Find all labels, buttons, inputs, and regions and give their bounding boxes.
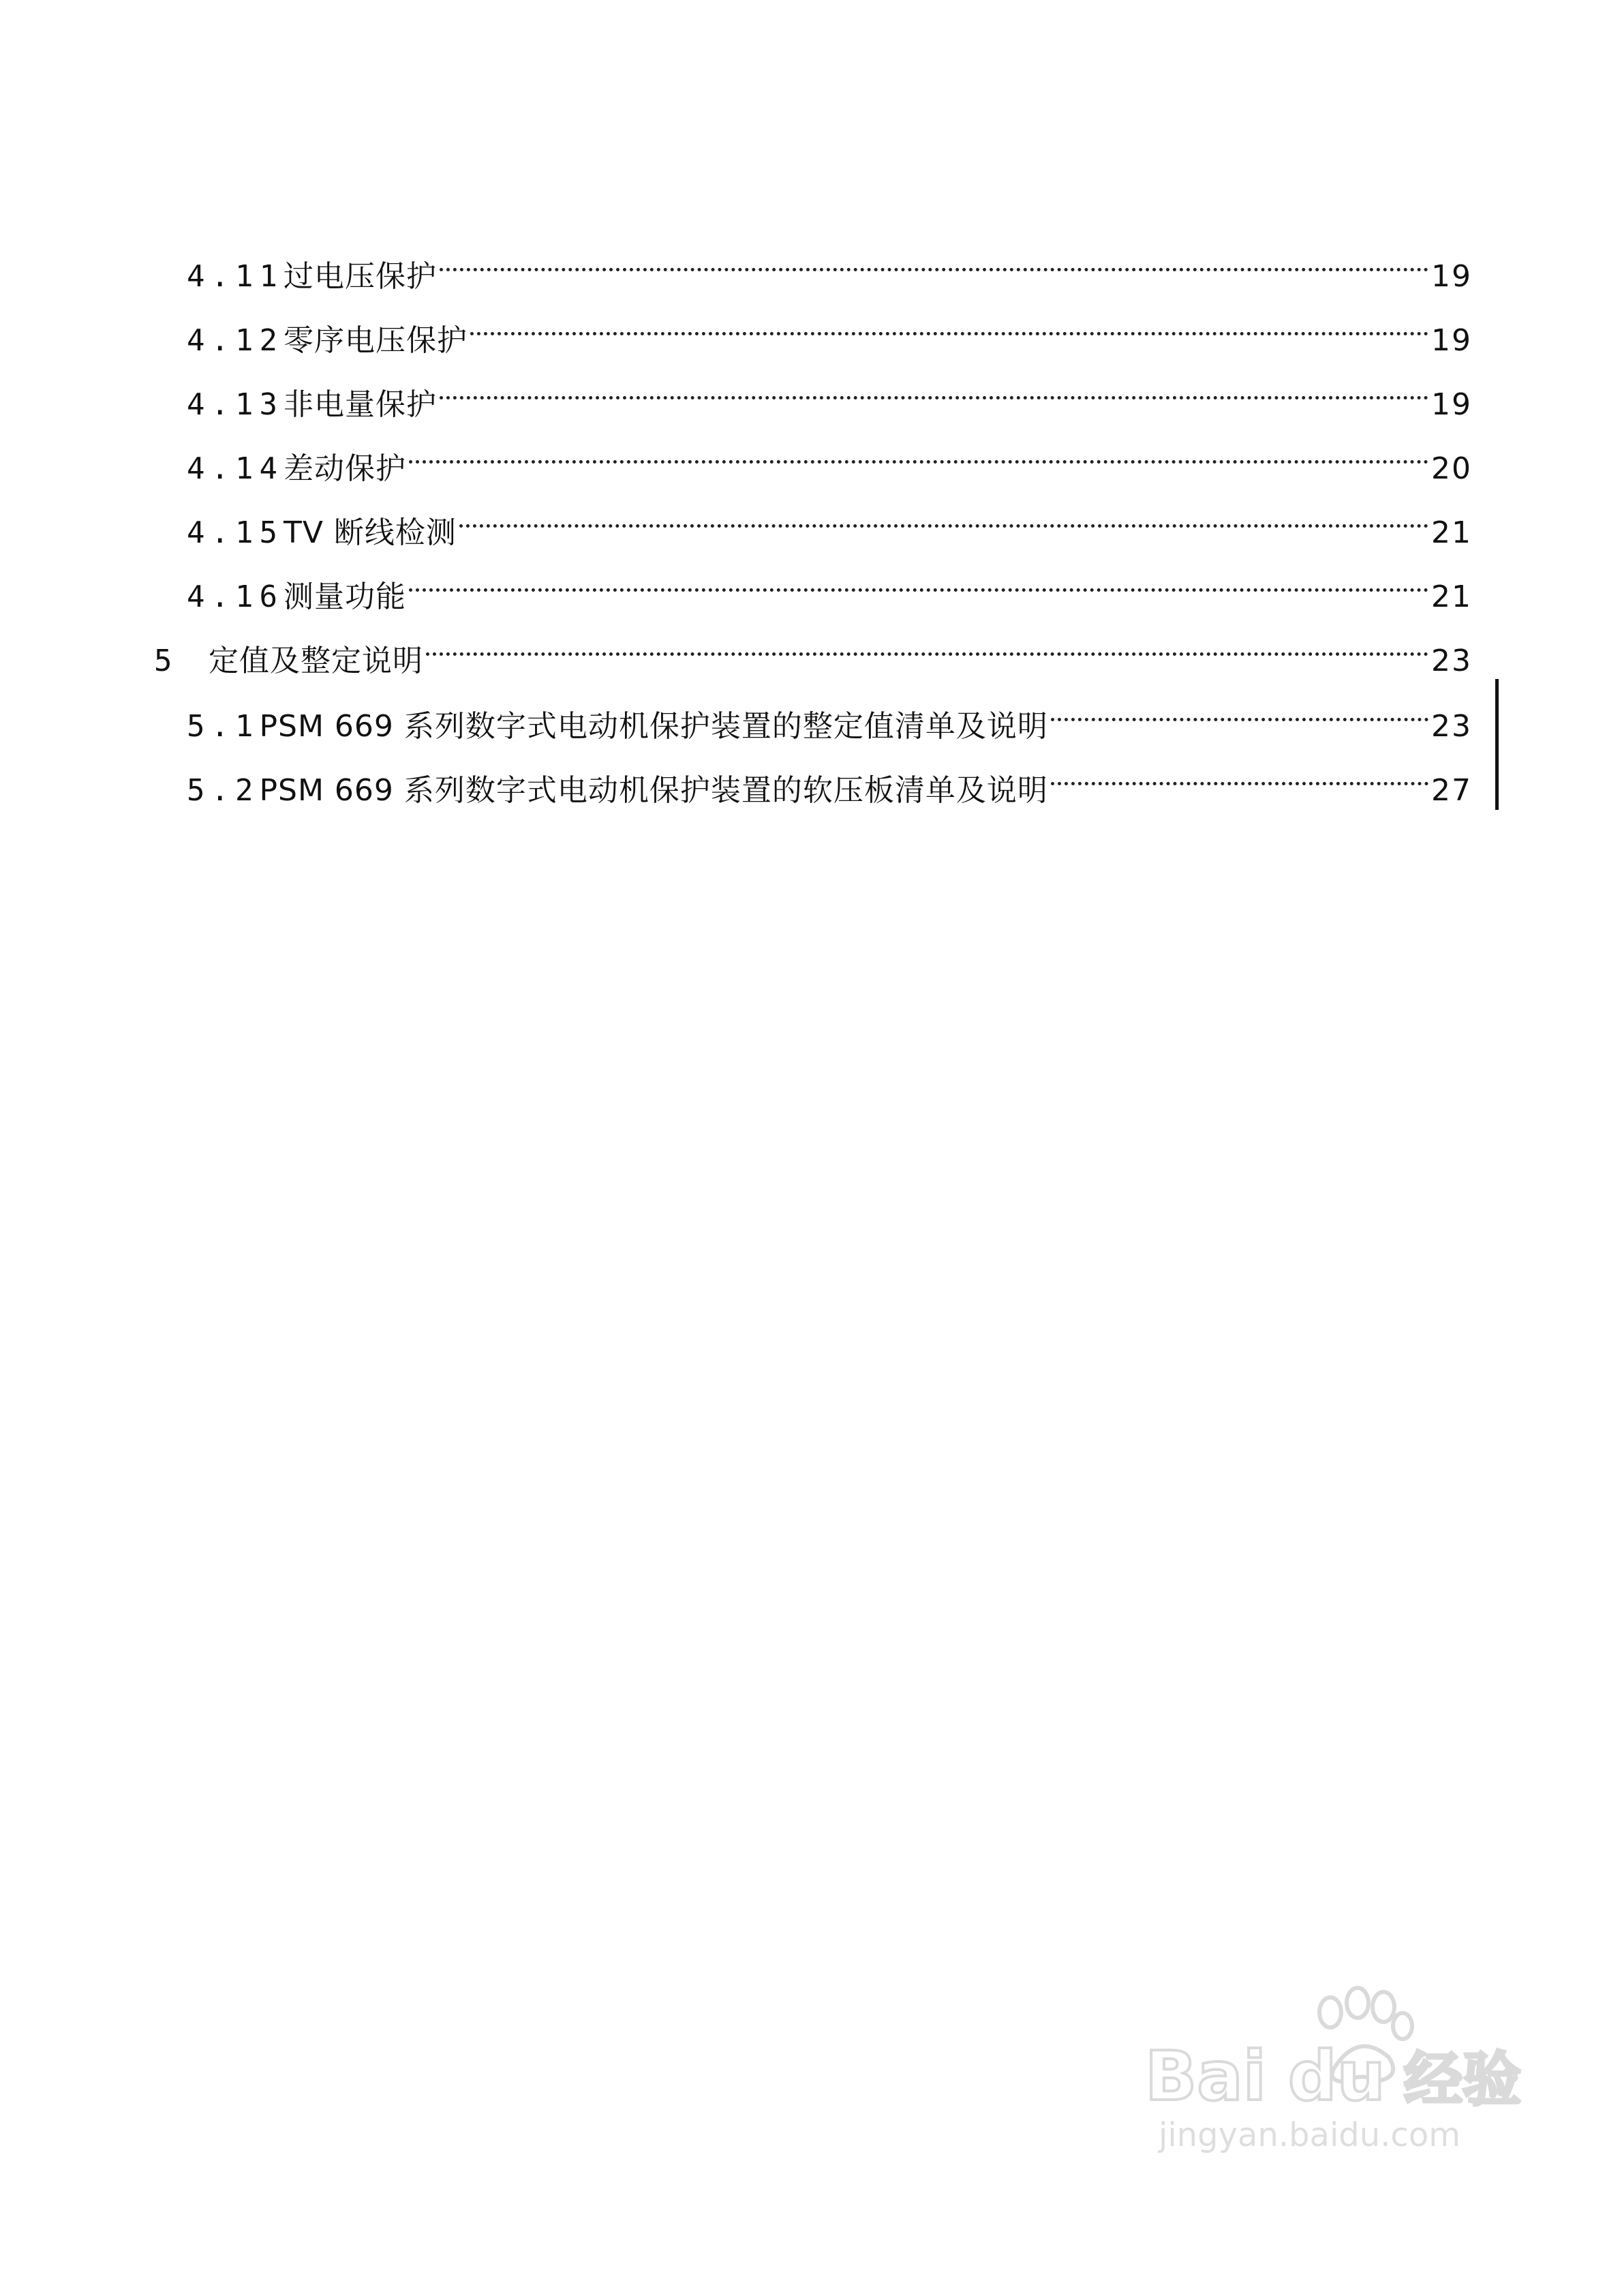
toc-entry-page: 20	[1431, 451, 1472, 486]
toc-entry-page: 19	[1431, 387, 1472, 422]
toc-entry-title: TV 断线检测	[283, 515, 457, 550]
watermark-product: 经验	[1404, 2046, 1521, 2114]
toc-entry-number: 4.12	[187, 323, 284, 358]
toc-entry-page: 19	[1431, 323, 1472, 358]
toc-entry-page: 21	[1431, 515, 1472, 550]
toc-entry-number: 4.15	[187, 515, 284, 550]
toc-entry[interactable]	[154, 627, 1472, 678]
toc-entry-number: 4.16	[187, 579, 284, 614]
toc-entry-number: 5.1	[187, 709, 260, 744]
watermark-url: jingyan.baidu.com	[1159, 2116, 1460, 2154]
toc-entry-page: 23	[1431, 709, 1472, 744]
toc-entry-title: 零序电压保护	[283, 323, 468, 358]
toc-entry-title: 过电压保护	[283, 259, 437, 294]
toc-entry[interactable]	[187, 371, 1472, 422]
toc-leader-dots	[409, 435, 1428, 479]
toc-entry-number: 5.2	[187, 773, 260, 808]
toc-leader-dots	[409, 563, 1428, 607]
toc-entry-number: 4.13	[187, 387, 284, 422]
toc-leader-dots	[470, 307, 1428, 350]
toc-entry[interactable]	[187, 499, 1472, 550]
toc-entry-title: 非电量保护	[283, 387, 437, 422]
toc-entry[interactable]	[187, 693, 1472, 744]
toc-entry-title: 测量功能	[283, 579, 406, 614]
toc-entry-page: 27	[1431, 773, 1472, 808]
toc-leader-dots	[1051, 693, 1428, 736]
toc-entry-page: 19	[1431, 259, 1472, 294]
baidu-jingyan-watermark	[1131, 1963, 1554, 2168]
toc-entry[interactable]	[187, 563, 1472, 614]
toc-entry-number: 4.11	[187, 259, 284, 294]
toc-entry-title: 差动保护	[283, 451, 406, 486]
toc-entry-number: 4.14	[187, 451, 284, 486]
toc-leader-dots	[440, 371, 1428, 414]
watermark-brand-du: du	[1288, 2036, 1386, 2116]
toc-entry[interactable]	[187, 757, 1472, 808]
toc-leader-dots	[459, 499, 1428, 543]
toc-leader-dots	[426, 627, 1428, 671]
toc-leader-dots	[1051, 757, 1428, 800]
toc-entry[interactable]	[187, 307, 1472, 358]
revision-change-bar	[1495, 679, 1499, 810]
toc-entry-title: 定值及整定说明	[209, 644, 423, 678]
toc-entry-page: 23	[1431, 644, 1472, 678]
toc-entry-title: PSM 669 系列数字式电动机保护装置的软压板清单及说明	[259, 773, 1048, 808]
toc-leader-dots	[440, 243, 1428, 286]
watermark-brand: Bai	[1145, 2036, 1266, 2116]
toc-entry-page: 21	[1431, 579, 1472, 614]
toc-entry[interactable]	[187, 243, 1472, 294]
toc-entry[interactable]	[187, 435, 1472, 486]
toc-entry-number: 5	[154, 644, 179, 678]
toc-entry-title: PSM 669 系列数字式电动机保护装置的整定值清单及说明	[259, 709, 1048, 744]
